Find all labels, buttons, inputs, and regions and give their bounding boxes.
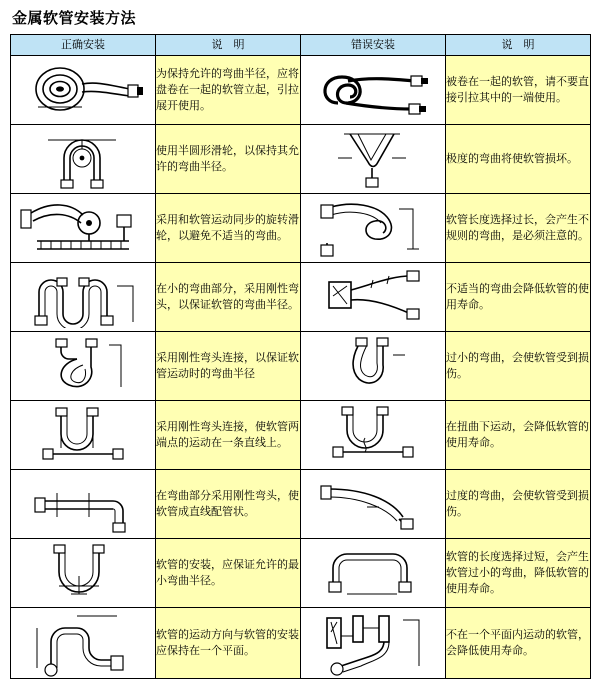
table-row: [11, 470, 591, 539]
description-correct: 为保持允许的弯曲半径，应将盘卷在一起的软管立起，引拉展开使用。: [156, 56, 301, 125]
figure-improper-bend-shortens-life-icon: [301, 263, 446, 332]
figure-excessive-bend-damages-hose-icon: [301, 470, 446, 539]
figure-rigid-elbow-connection-u-shape-icon: [11, 332, 156, 401]
description-wrong: 过小的弯曲，会使软管受到损伤。: [446, 332, 591, 401]
table-header-row: [11, 35, 591, 56]
description-wrong: 软管的长度选择过短，会产生软管过小的弯曲，降低软管的使用寿命。: [446, 539, 591, 608]
description-wrong: 软管长度选择过长，会产生不规则的弯曲，是必须注意的。: [446, 194, 591, 263]
table-row: [11, 608, 591, 679]
table-row: [11, 125, 591, 194]
description-correct: 采用刚性弯头连接，使软管两端点的运动在一条直线上。: [156, 401, 301, 470]
page-title: 金属软管安装方法: [12, 9, 137, 27]
figure-hose-too-long-small-bend-icon: [301, 539, 446, 608]
description-correct: 使用半圆形滑轮，以保持其允许的弯曲半径。: [156, 125, 301, 194]
header-wrong-description: 说 明: [446, 35, 591, 56]
description-wrong: 过度的弯曲，会使软管受到损伤。: [446, 470, 591, 539]
header-correct-install: 正确安装: [11, 35, 156, 56]
description-wrong: 在扭曲下运动，会降低软管的使用寿命。: [446, 401, 591, 470]
table-row: [11, 194, 591, 263]
description-correct: 在弯曲部分采用刚性弯头，使软管成直线配管状。: [156, 470, 301, 539]
figure-rigid-elbow-straight-pipe-layout-icon: [11, 470, 156, 539]
figure-hose-sharp-v-bend-icon: [301, 125, 446, 194]
header-correct-description: 说 明: [156, 35, 301, 56]
table-row: [11, 332, 591, 401]
figure-too-small-bend-radius-u-icon: [301, 332, 446, 401]
description-correct: 在小的弯曲部分，采用刚性弯头，以保证软管的弯曲半径。: [156, 263, 301, 332]
description-correct: 采用刚性弯头连接，以保证软管运动时的弯曲半径: [156, 332, 301, 401]
table-row: [11, 401, 591, 470]
table-row: [11, 56, 591, 125]
description-wrong: 极度的弯曲将使软管损坏。: [446, 125, 591, 194]
description-wrong: 不在一个平面内运动的软管，会降低使用寿命。: [446, 608, 591, 679]
description-correct: 采用和软管运动同步的旋转滑轮，以避免不适当的弯曲。: [156, 194, 301, 263]
description-correct: 软管的安装，应保证允许的最小弯曲半径。: [156, 539, 301, 608]
figure-motion-out-of-plane-icon: [301, 608, 446, 679]
figure-hose-over-semicircular-pulley-icon: [11, 125, 156, 194]
figure-motion-direction-same-plane-icon: [11, 608, 156, 679]
header-wrong-install: 错误安装: [301, 35, 446, 56]
description-wrong: 不适当的弯曲会降低软管的使用寿命。: [446, 263, 591, 332]
figure-rigid-elbow-both-ends-straight-line-icon: [11, 401, 156, 470]
figure-coiled-hose-standing-uncoiling-icon: [11, 56, 156, 125]
figure-coiled-hose-pulled-straight-icon: [301, 56, 446, 125]
table-row: [11, 263, 591, 332]
figure-hose-with-rotating-pulley-track-icon: [11, 194, 156, 263]
description-correct: 软管的运动方向与软管的安装应保持在一个平面。: [156, 608, 301, 679]
figure-rigid-bend-small-radius-section-icon: [11, 263, 156, 332]
figure-torsion-movement-u-shape-icon: [301, 401, 446, 470]
installation-methods-table: [10, 34, 591, 679]
table-row: [11, 539, 591, 608]
description-wrong: 被卷在一起的软管，请不要直接引拉其中的一端使用。: [446, 56, 591, 125]
figure-minimum-bend-radius-installation-icon: [11, 539, 156, 608]
figure-hose-too-long-irregular-bend-icon: [301, 194, 446, 263]
